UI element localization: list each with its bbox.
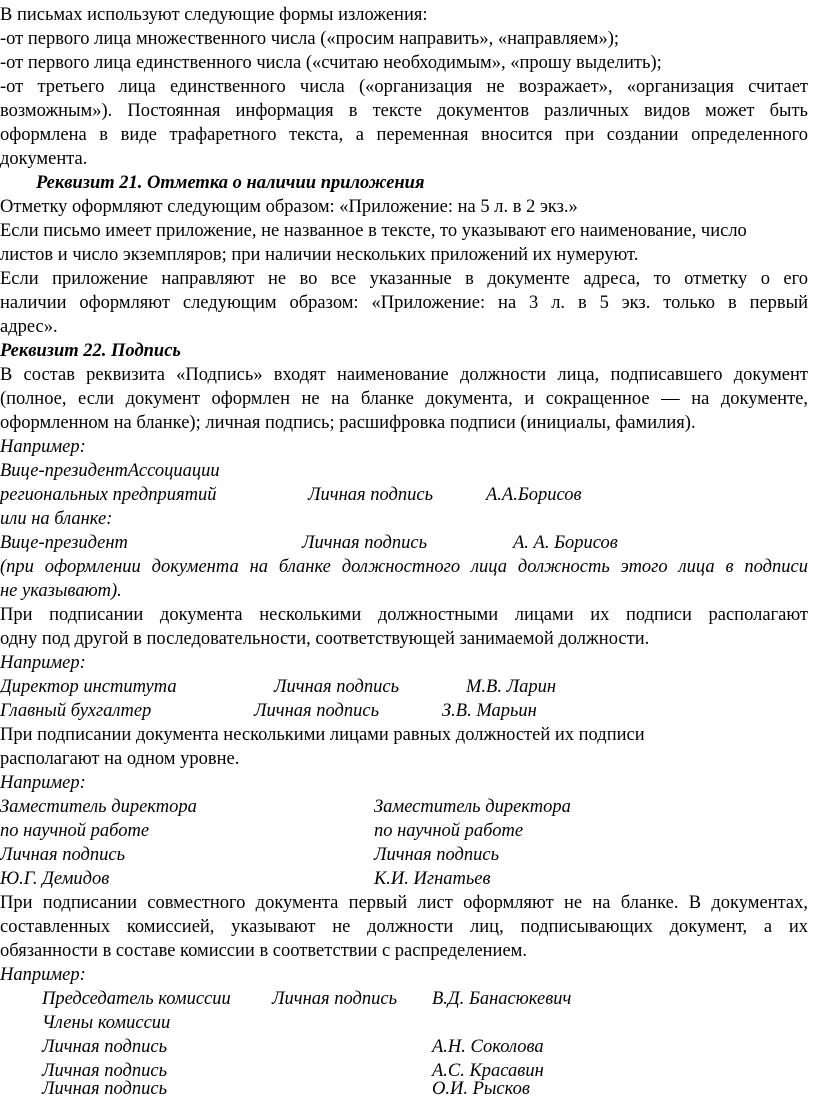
text-line: При подписании совместного документа первый лист оформляют не на бланке. В документах, bbox=[0, 893, 808, 913]
example-label: Например: bbox=[0, 965, 86, 985]
text-line: Отметку оформляют следующим образом: «Приложение: на 5 л. в 2 экз.» bbox=[0, 197, 578, 217]
text-line: -от первого лица единственного числа («считаю необходимым», «прошу выделить); bbox=[0, 53, 662, 73]
text-line: При подписании документа несколькими должностными лицами их подписи располагают bbox=[0, 605, 808, 625]
signature-label: Личная подпись bbox=[42, 1037, 168, 1057]
signature-position: Заместитель директора bbox=[374, 797, 571, 817]
example-label: Например: bbox=[0, 653, 86, 673]
section-heading-22: Реквизит 22. Подпись bbox=[0, 341, 181, 361]
section-heading-21: Реквизит 21. Отметка о наличии приложения bbox=[36, 173, 425, 193]
signature-label: Личная подпись bbox=[272, 989, 398, 1009]
text-line: В состав реквизита «Подпись» входят наименование должности лица, подписавшего документ bbox=[0, 365, 808, 385]
commission-role: Члены комиссии bbox=[42, 1013, 171, 1033]
signature-name: К.И. Игнатьев bbox=[374, 869, 491, 889]
text-line: оформлена в виде трафаретного текста, а переменная вносится при создании определенного bbox=[0, 125, 808, 145]
text-line: листов и число экземпляров; при наличии нескольких приложений их нумеруют. bbox=[0, 245, 639, 265]
signature-name: А.А.Борисов bbox=[486, 485, 582, 505]
signature-label: Личная подпись bbox=[274, 677, 400, 697]
text-line: одну под другой в последовательности, соответствующей занимаемой должности. bbox=[0, 629, 650, 649]
text-line: составленных комиссией, указывают не должности лиц, подписывающих документ, а их bbox=[0, 917, 808, 937]
signature-position: Директор института bbox=[0, 677, 177, 697]
signature-label: Личная подпись bbox=[308, 485, 434, 505]
text-line: адрес». bbox=[0, 317, 58, 337]
text-line: (полное, если документ оформлен не на бланке документа, и сокращенное — на документе, bbox=[0, 389, 808, 409]
signature-label: Личная подпись bbox=[374, 845, 500, 865]
signature-name: Ю.Г. Демидов bbox=[0, 869, 110, 889]
example-label: или на бланке: bbox=[0, 509, 113, 529]
signature-position: Главный бухгалтер bbox=[0, 701, 152, 721]
text-line: располагают на одном уровне. bbox=[0, 749, 240, 769]
text-line: В письмах используют следующие формы изложения: bbox=[0, 5, 428, 25]
signature-label: Личная подпись bbox=[302, 533, 428, 553]
signature-label: Личная подпись bbox=[254, 701, 380, 721]
text-line: оформленном на бланке); личная подпись; расшифровка подписи (инициалы, фамилия). bbox=[0, 413, 696, 433]
text-line: наличии оформляют следующим образом: «Приложение: на 3 л. в 5 экз. только в первый bbox=[0, 293, 808, 313]
signature-label: Личная подпись bbox=[42, 1061, 168, 1081]
example-label: Например: bbox=[0, 773, 86, 793]
signature-position: региональных предприятий bbox=[0, 485, 217, 505]
text-line: -от первого лица множественного числа («просим направить», «направляем»); bbox=[0, 29, 620, 49]
text-line: Если письмо имеет приложение, не названное в тексте, то указывают его наименование, число bbox=[0, 221, 747, 241]
signature-name: З.В. Марьин bbox=[442, 701, 537, 721]
text-line: возможным»). Постоянная информация в тексте документов различных видов может быть bbox=[0, 101, 808, 121]
example-label: Например: bbox=[0, 437, 86, 457]
commission-role: Председатель комиссии bbox=[42, 989, 231, 1009]
signature-position: Вице-президент bbox=[0, 533, 128, 553]
signature-name: А.С. Красавин bbox=[432, 1061, 544, 1081]
signature-position: Заместитель директора bbox=[0, 797, 197, 817]
text-line: обязанности в составе комиссии в соответствии с распределением. bbox=[0, 941, 527, 961]
signature-name: О.И. Рысков bbox=[432, 1079, 530, 1099]
signature-position: по научной работе bbox=[374, 821, 524, 841]
signature-position: Вице-президентАссоциации bbox=[0, 461, 220, 481]
signature-name: А. А. Борисов bbox=[513, 533, 618, 553]
signature-label: Личная подпись bbox=[42, 1079, 168, 1099]
signature-label: Личная подпись bbox=[0, 845, 126, 865]
signature-position: по научной работе bbox=[0, 821, 150, 841]
text-line: При подписании документа несколькими лицами равных должностей их подписи bbox=[0, 725, 645, 745]
signature-name: В.Д. Банасюкевич bbox=[432, 989, 572, 1009]
note-line: (при оформлении документа на бланке должностного лица должность этого лица в подписи bbox=[0, 557, 808, 577]
signature-name: А.Н. Соколова bbox=[432, 1037, 544, 1057]
text-line: Если приложение направляют не во все указанные в документе адреса, то отметку о его bbox=[0, 269, 808, 289]
text-line: -от третьего лица единственного числа («организация не возражает», «организация считает bbox=[0, 77, 808, 97]
note-line: не указывают). bbox=[0, 581, 122, 601]
text-line: документа. bbox=[0, 149, 88, 169]
signature-name: М.В. Ларин bbox=[466, 677, 557, 697]
